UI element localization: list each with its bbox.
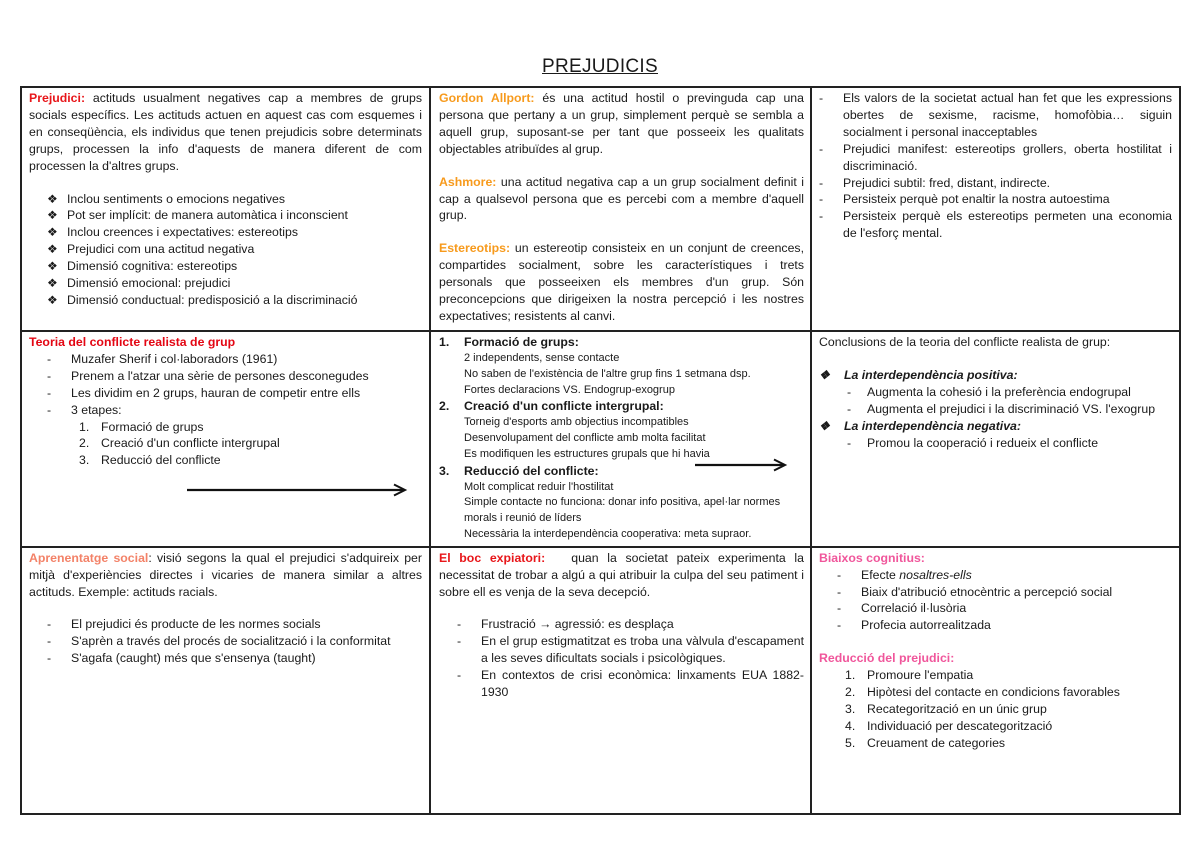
societat-list: [819, 90, 1172, 242]
list-item: ❖ Inclou sentiments o emocions negatives: [29, 191, 422, 208]
reduccio-list: [819, 667, 1172, 752]
boc-term: El boc expiatori:: [439, 550, 546, 565]
cell-definitions: [430, 87, 811, 331]
prejudici-term: Prejudici:: [29, 91, 86, 105]
positive-interdependence-title: ❖ La interdependència positiva:: [819, 367, 1172, 384]
cell-societat-actual: [811, 87, 1180, 331]
list-item: ❖ Dimensió conductual: predisposició a la discriminació: [29, 292, 422, 309]
positive-list: [819, 384, 1172, 418]
cell-conclusions: [811, 331, 1180, 547]
list-item: - En el grup estigmatitzat es troba una vàlvula d'escapament a les seves dificultats socials i psicològiques.: [439, 633, 804, 667]
biaixos-list: [819, 567, 1172, 635]
list-item: 2. Creació d'un conflicte intergrupal: [79, 436, 280, 451]
list-item: - Promou la cooperació i redueix el conflicte: [819, 435, 1172, 452]
biaixos-title: Biaixos cognitius:: [819, 550, 925, 565]
list-item: - Prenem a l'atzar una sèrie de persones desconegudes: [29, 368, 422, 385]
cell-etapes-detall: [430, 331, 811, 547]
list-item: - Correlació il·lusòria: [819, 600, 1172, 617]
list-item: - Profecia autorrealitzada: [819, 617, 1172, 634]
estereotips-term: Estereotips:: [439, 241, 511, 256]
allport-term: Gordon Allport:: [439, 91, 535, 105]
list-item: 4. Individuació per descategorització: [845, 718, 1053, 733]
list-item: 1. Promoure l'empatia: [845, 668, 974, 683]
list-item: - S'aprèn a través del procés de socialització i la conformitat: [29, 633, 422, 650]
list-item: - Les dividim en 2 grups, hauran de competir entre ells: [29, 385, 422, 402]
list-item: - Muzafer Sherif i col·laboradors (1961): [29, 351, 422, 368]
negative-interdependence-title: ❖ La interdependència negativa:: [819, 418, 1172, 435]
list-item: 3. Recategorització en un únic grup: [845, 701, 1047, 716]
page-title: PREJUDICIS: [542, 56, 658, 77]
list-item: - El prejudici és producte de les normes socials: [29, 616, 422, 633]
list-item: - Prejudici manifest: estereotips grollers, oberta hostilitat i discriminació.: [819, 141, 1172, 175]
cell-boc-expiatori: [430, 547, 811, 814]
boc-definition: El boc expiatori: quan la societat pateix experimenta la necessitat de trobar a algú a qui atribuir la culpa del seu patiment i sobre ell es venja de la seva decepció.: [439, 550, 808, 599]
estereotips-definition: Estereotips: un estereotip consisteix en un conjunt de creences, compartides socialment, sobre les característiques i trets personals que posseeixen els membres d'un grup. Són preconcepcions que dirigeixen la nostra percepció i les nostres expectatives; resistents al canvi.: [439, 241, 804, 323]
cell-biaixos-reduccio: [811, 547, 1180, 814]
list-item: - Augmenta la cohesió i la preferència endogrupal: [819, 384, 1172, 401]
list-item: 1. Formació de grups: 2 independents, sense contacte No saben de l'existència de l'altre grup fins 1 setmana dsp. Fortes declaracions VS. Endogrup-exogrup: [439, 335, 751, 396]
list-item: ❖ Prejudici com una actitud negativa: [29, 241, 422, 258]
list-item: 3. Reducció del conflicte: [79, 453, 221, 468]
list-item: - Persisteix perquè els estereotips permeten una economia de l'esforç mental.: [819, 208, 1172, 242]
list-item: - Prejudici subtil: fred, distant, indirecte.: [819, 175, 1172, 192]
list-item: - Els valors de la societat actual han fet que les expressions obertes de sexisme, racisme, homofòbia… siguin socialment i personal inacceptables: [819, 90, 1172, 141]
list-item: - Efecte nosaltres-ells: [819, 567, 1172, 584]
list-item: - Frustració → agressió: es desplaça: [439, 616, 804, 633]
steps-list: [439, 334, 804, 543]
etapes-list: [29, 419, 422, 470]
conclusions-intro: Conclusions de la teoria del conflicte realista de grup:: [819, 335, 1111, 349]
arrow-right-icon: [29, 483, 419, 497]
list-item: 2. Creació d'un conflicte intergrupal: Torneig d'esports amb objectius incompatibles Desenvolupament del conflicte amb molta facilitat Es modifiquen les estructures grupals que hi havia: [439, 399, 710, 460]
list-item: 1. Formació de grups: [79, 419, 204, 434]
prejudici-list: [29, 191, 422, 309]
list-item: 3. Reducció del conflicte: Molt complicat reduir l'hostilitat Simple contacte no funciona: donar info positiva, apel·lar normes morals i reunió de líders Necessària la interdependència cooperativa: meta supraor.: [439, 463, 781, 540]
aprenentatge-list: [29, 616, 422, 667]
list-item: - S'agafa (caught) més que s'ensenya (taught): [29, 650, 422, 667]
aprenentatge-term: Aprenentatge social: [29, 550, 149, 565]
list-item: - En contextos de crisi econòmica: linxaments EUA 1882-1930: [439, 667, 804, 701]
list-item: - Augmenta el prejudici i la discriminació VS. l'exogrup: [819, 401, 1172, 418]
summary-table: [20, 86, 1181, 815]
arrow-right-icon: [693, 458, 793, 472]
list-item: ❖ Dimensió emocional: prejudici: [29, 275, 422, 292]
list-item: - Biaix d'atribució etnocèntric a percepció social: [819, 584, 1172, 601]
cell-teoria-conflicte: [21, 331, 430, 547]
cell-prejudici: [21, 87, 430, 331]
negative-list: [819, 435, 1172, 452]
ashmore-term: Ashmore:: [439, 174, 497, 189]
list-item: 2. Hipòtesi del contacte en condicions favorables: [845, 685, 1120, 700]
list-item: ❖ Pot ser implícit: de manera automàtica i inconscient: [29, 207, 422, 224]
cell-aprenentatge-social: [21, 547, 430, 814]
aprenentatge-definition: Aprenentatge social: visió segons la qual el prejudici s'adquireix per mitjà d'experiències directes i vicaries de manera similar a altres actituds. Exemple: actituds racials.: [29, 550, 422, 599]
list-item: - Persisteix perquè pot enaltir la nostra autoestima: [819, 191, 1172, 208]
list-item: - 3 etapes:: [29, 402, 422, 419]
ashmore-definition: Ashmore: una actitud negativa cap a un grup socialment definit i cap a qualsevol persona que es percebi com a membre d'aquell grup.: [439, 174, 804, 223]
list-item: ❖ Dimensió cognitiva: estereotips: [29, 258, 422, 275]
list-item: ❖ Inclou creences i expectatives: estereotips: [29, 224, 422, 241]
teoria-heading: Teoria del conflicte realista de grup: [29, 335, 236, 349]
teoria-list: [29, 351, 422, 419]
boc-list: [439, 616, 804, 701]
prejudici-definition: Prejudici: actituds usualment negatives cap a membres de grups socials específics. Les actituds actuen en aquest cas com esquemes i en conseqüència, els individus que tenen prejudicis sobre determinats grups, processen la info d'aquests de manera diferent de com processen la d'altres grups.: [29, 91, 422, 173]
allport-definition: Gordon Allport: és una actitud hostil o previnguda cap una persona que pertany a un grup, simplement perquè se sembla a aquell grup, suposant-se per tant que posseeix les qualitats objectables atribuïdes al grup.: [439, 91, 804, 156]
reduccio-title: Reducció del prejudici:: [819, 651, 955, 666]
list-item: 5. Creuament de categories: [845, 735, 1006, 750]
